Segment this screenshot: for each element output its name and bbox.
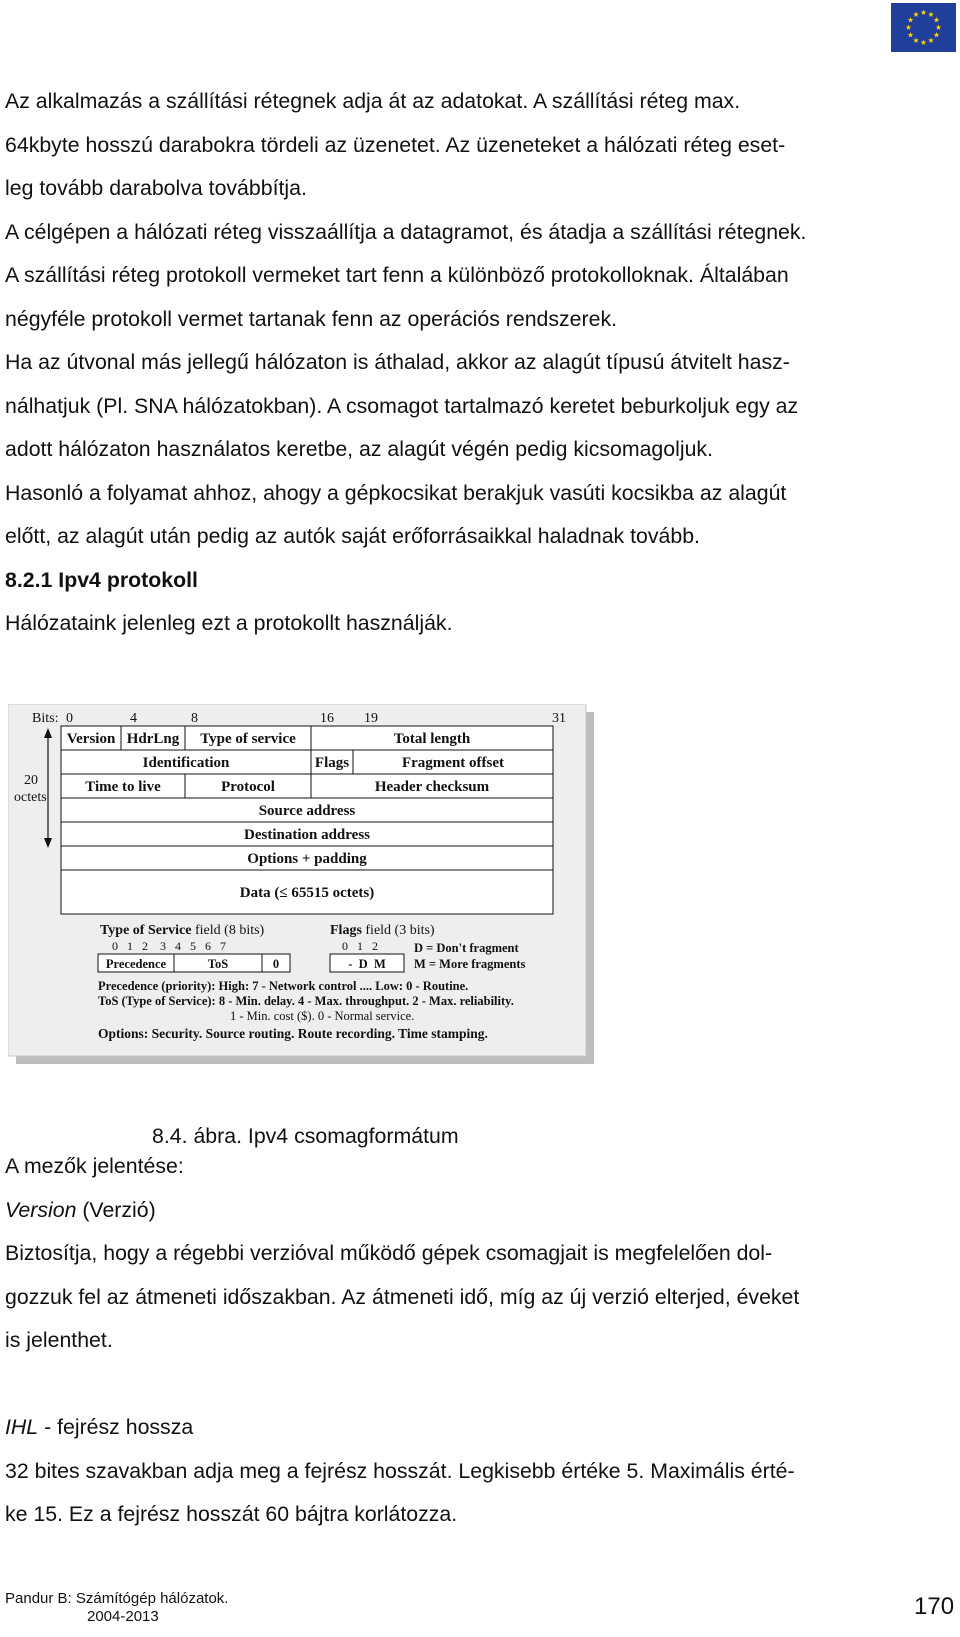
- fields-intro: A mezők jelentése:: [5, 1154, 184, 1178]
- text-line: A szállítási réteg protokoll vermeket tart fenn a különböző protokolloknak. Általában: [5, 263, 789, 287]
- field-flags: Flags: [314, 755, 350, 771]
- tos-note-1: ToS (Type of Service): 8 - Min. delay. 4 - Max. throughput. 2 - Max. reliability.: [98, 994, 514, 1008]
- text-line: 64kbyte hosszú darabokra tördeli az üzenetet. Az üzeneteket a hálózati réteg eset-: [5, 132, 786, 157]
- octets-label: octets: [14, 790, 47, 805]
- ihl-term: IHL: [5, 1415, 39, 1439]
- field-destination-address: Destination address: [244, 827, 370, 843]
- ipv4-header-figure: [8, 704, 594, 1064]
- tos-bit-numbers: 0 1 2 3 4 5 6 7: [112, 939, 226, 953]
- bit-tick: 8: [191, 711, 198, 726]
- field-source-address: Source address: [258, 803, 356, 819]
- blank-line: [5, 1363, 950, 1407]
- footer-book: Pandur B: Számítógép hálózatok.: [5, 1590, 229, 1607]
- ihl-term-rest: - fejrész hossza: [38, 1415, 194, 1439]
- text-line: Hasonló a folyamat ahhoz, ahogy a gépkocsikat berakjuk vasúti kocsikba az alagút: [5, 480, 787, 505]
- field-descriptions: [5, 1145, 950, 1537]
- flags-bit-numbers: 0 1 2: [342, 939, 378, 953]
- field-options-padding: Options + padding: [247, 851, 367, 867]
- eu-flag-icon: [891, 3, 956, 52]
- bit-tick: 0: [66, 711, 73, 726]
- field-hdrlng: HdrLng: [126, 731, 180, 747]
- tos-cell-zero: 0: [272, 957, 280, 971]
- version-term-line: [5, 1189, 950, 1233]
- version-term: Version: [5, 1197, 77, 1222]
- text-line: adott hálózaton használatos keretbe, az alagút végén pedig kicsomagoljuk.: [5, 437, 713, 461]
- field-version: Version: [66, 731, 116, 747]
- field-total-length: Total length: [393, 731, 471, 747]
- text-line: négyféle protokoll vermet tartanak fenn az operációs rendszerek.: [5, 306, 618, 331]
- field-protocol: Protocol: [221, 779, 275, 795]
- field-data: Data (≤ 65515 octets): [239, 885, 375, 901]
- precedence-note: Precedence (priority): High: 7 - Network control .... Low: 0 - Routine.: [98, 979, 469, 993]
- text-line: Biztosítja, hogy a régebbi verzióval működő gépek csomagjait is megfelelően dol-: [5, 1241, 773, 1265]
- bit-tick: 4: [130, 711, 137, 726]
- body-text: [5, 80, 950, 646]
- bit-tick: 19: [364, 711, 378, 726]
- footer-years: 2004-2013: [87, 1608, 159, 1625]
- footer-reference: [5, 1590, 228, 1626]
- text-line: gozzuk fel az átmeneti időszakban. Az átmeneti idő, míg az új verzió elterjed, éveket: [5, 1284, 800, 1309]
- options-note: Options: Security. Source routing. Route recording. Time stamping.: [98, 1026, 488, 1041]
- field-type-of-service: Type of service: [200, 731, 296, 747]
- tos-note-2: 1 - Min. cost ($). 0 - Normal service.: [230, 1009, 415, 1023]
- text-line: leg tovább darabolva továbbítja.: [5, 176, 307, 200]
- section-heading: 8.2.1 Ipv4 protokoll: [5, 567, 198, 592]
- tos-cell-precedence: Precedence: [105, 957, 167, 971]
- text-line: A célgépen a hálózati réteg visszaállítja a datagramot, és átadja a szállítási rétegnek.: [5, 219, 807, 244]
- field-time-to-live: Time to live: [85, 779, 161, 795]
- field-fragment-offset: Fragment offset: [401, 755, 505, 771]
- text-line: is jelenthet.: [5, 1328, 113, 1352]
- text-line: előtt, az alagút után pedig az autók saját erőforrásaikkal haladnak tovább.: [5, 524, 700, 548]
- flags-legend-d: D = Don't fragment: [414, 941, 519, 955]
- page-number: 170: [914, 1593, 955, 1620]
- flags-cell: - D M: [348, 957, 386, 971]
- field-header-checksum: Header checksum: [374, 779, 490, 795]
- ihl-term-line: [5, 1406, 950, 1450]
- bit-tick: 16: [320, 711, 334, 726]
- flags-legend-m: M = More fragments: [414, 957, 526, 971]
- flags-detail-title: Flags field (3 bits): [330, 923, 435, 938]
- tos-cell-tos: ToS: [207, 957, 229, 971]
- text-line: Ha az útvonal más jellegű hálózaton is áthalad, akkor az alagút típusú átvitelt hasz-: [5, 350, 790, 374]
- bits-label: Bits:: [32, 711, 59, 726]
- tos-detail-title: Type of Service field (8 bits): [100, 923, 265, 938]
- text-line: nálhatjuk (Pl. SNA hálózatokban). A csomagot tartalmazó keretet beburkoljuk egy az: [5, 393, 799, 418]
- field-identification: Identification: [142, 755, 230, 771]
- octets-count: 20: [24, 773, 38, 788]
- figure-caption: 8.4. ábra. Ipv4 csomagformátum: [152, 1124, 459, 1148]
- text-line: ke 15. Ez a fejrész hosszát 60 bájtra korlátozza.: [5, 1502, 458, 1526]
- bit-tick: 31: [552, 711, 566, 726]
- text-line: Az alkalmazás a szállítási rétegnek adja át az adatokat. A szállítási réteg max.: [5, 89, 741, 113]
- section-intro: Hálózataink jelenleg ezt a protokollt használják.: [5, 611, 453, 635]
- text-line: 32 bites szavakban adja meg a fejrész hosszát. Legkisebb értéke 5. Maximális érté-: [5, 1458, 795, 1483]
- version-term-rest: (Verzió): [76, 1197, 156, 1222]
